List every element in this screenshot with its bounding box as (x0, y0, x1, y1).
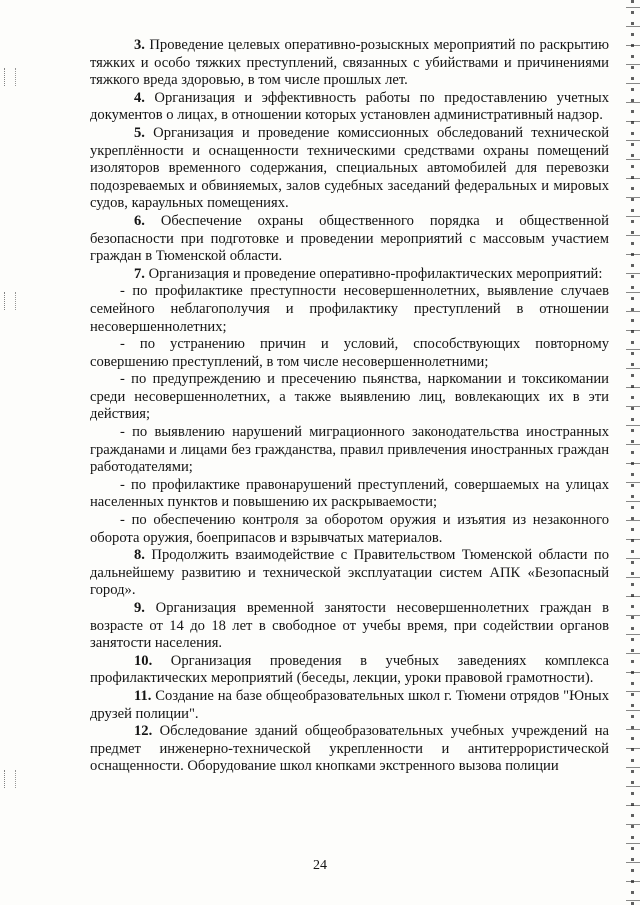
paragraph-text: Организация и проведение оперативно-профилактических мероприятий: (144, 265, 603, 282)
paragraph-text: Проведение целевых оперативно-розыскных мероприятий по раскрытию тяжких и особо тяжких преступлений, связанных с убийствами и причинениями тяжкого вреда здоровью, в том числе прошлых лет. (90, 37, 609, 89)
document-body (90, 37, 609, 776)
list-item: - по профилактике правонарушений преступлений, совершаемых на улицах населенных пунктов и повышению их раскрываемости; (90, 476, 609, 511)
paragraph-10 (90, 653, 609, 688)
paragraph-number: 6. (134, 212, 145, 229)
paragraph-12 (90, 723, 609, 776)
paragraph-text: Организация и эффективность работы по предоставлению учетных документов о лицах, в отношении которых установлен административный надзор. (90, 89, 609, 124)
paragraph-number: 9. (134, 600, 145, 616)
paragraph-number: 10. (134, 652, 153, 669)
paragraph-text: Организация временной занятости несовершеннолетних граждан в возрасте от 14 до 18 лет в свободное от учебы время, при содействии органов занятости населения. (90, 600, 609, 652)
list-item: - по предупреждению и пресечению пьянства, наркомании и токсикомании среди несовершеннолетних, а также выявлению лиц, вовлекающих их в эти действия; (90, 371, 609, 423)
paragraph-text: Создание на базе общеобразовательных школ г. Тюмени отрядов "Юных друзей полиции". (90, 687, 609, 722)
list-item: - по профилактике преступности несовершеннолетних, выявление случаев семейного неблагополучия и профилактику преступлений в отношении несовершеннолетних; (90, 283, 609, 335)
page-number: 24 (313, 858, 327, 873)
paragraph-4 (90, 90, 609, 125)
scan-artifact (4, 68, 16, 86)
paragraph-number: 3. (134, 37, 145, 53)
paragraph-number: 5. (134, 124, 145, 141)
paragraph-3 (90, 37, 609, 90)
paragraph-text: Организация и проведение комиссионных обследований технической укреплённости и оснащенности техническими средствами охраны помещений изоляторов временного содержания, специальных автомобилей для перевозки подозреваемых и обвиняемых, залов судебных заседаний федеральных и мировых судов, караульных помещениях. (90, 124, 609, 212)
paragraph-8 (90, 547, 609, 600)
paragraph-number: 11. (134, 687, 152, 704)
paragraph-number: 4. (134, 89, 145, 106)
list-item: - по устранению причин и условий, способствующих повторному совершению преступлений, в том числе несовершеннолетними; (90, 336, 609, 370)
paragraph-11 (90, 688, 609, 723)
list-item: - по выявлению нарушений миграционного законодательства иностранных гражданами и лицами без гражданства, правил привлечения иностранных граждан работодателями; (90, 424, 609, 476)
paragraph-number: 12. (134, 723, 153, 740)
paragraph-text: Обеспечение охраны общественного порядка и общественной безопасности при подготовке и проведении мероприятий с массовым участием граждан в Тюменской области. (90, 212, 609, 265)
list-item: - по обеспечению контроля за оборотом оружия и изъятия из незаконного оборота оружия, боеприпасов и взрывчатых материалов. (90, 512, 609, 546)
paragraph-text: Организация проведения в учебных заведениях комплекса профилактических мероприятий (беседы, лекции, уроки правовой грамотности). (90, 652, 609, 687)
paragraph-9 (90, 600, 609, 653)
paragraph-number: 8. (134, 547, 145, 564)
scan-artifact (4, 292, 16, 310)
scan-artifact (4, 770, 16, 788)
paragraph-6 (90, 213, 609, 266)
paragraph-7 (90, 266, 609, 284)
paragraph-text: Продолжить взаимодействие с Правительством Тюменской области по дальнейшему развитию и технической эксплуатации систем АПК «Безопасный город». (90, 547, 609, 599)
scan-edge (631, 0, 634, 905)
paragraph-5 (90, 125, 609, 213)
paragraph-text: Обследование зданий общеобразовательных учебных учреждений на предмет инженерно-технической укрепленности и антитеррористической оснащенности. Оборудование школ кнопками экстренного вызова полиции (90, 723, 609, 775)
paragraph-number: 7. (134, 265, 145, 282)
